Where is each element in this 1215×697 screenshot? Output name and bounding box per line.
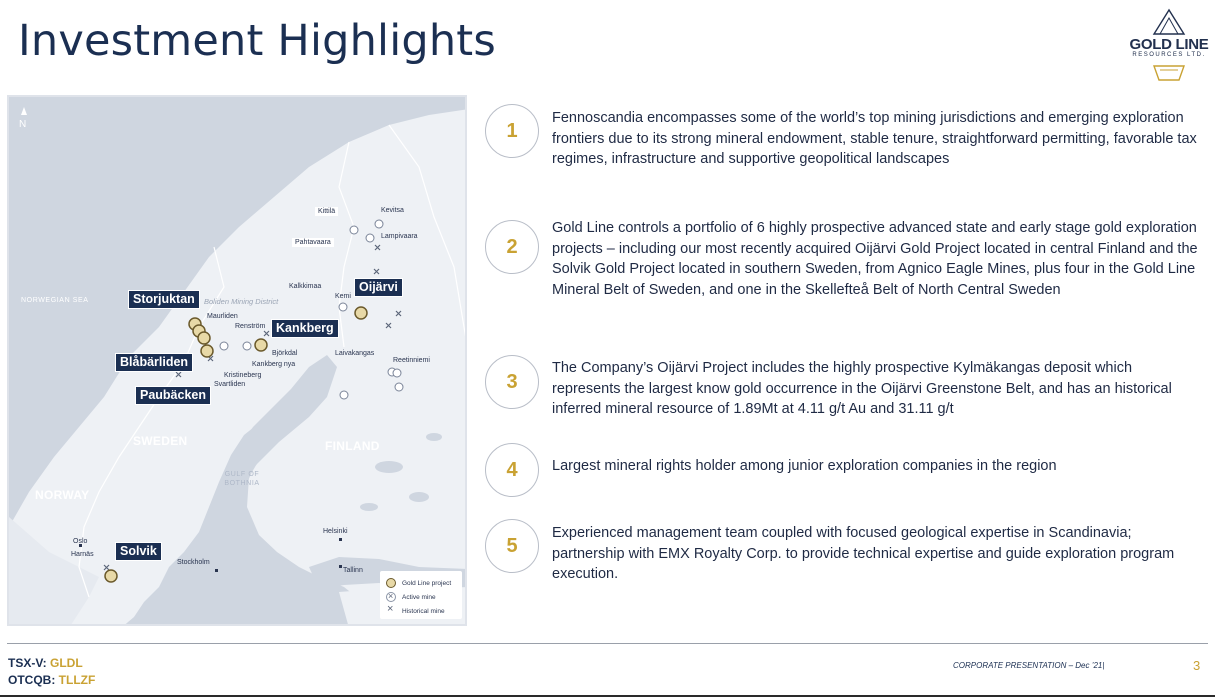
- legend-historical-mine: [386, 605, 445, 617]
- label-kankberg-nya: Kankberg nya: [252, 361, 296, 368]
- label-kittila: Kittilä: [315, 207, 338, 216]
- label-norwegian-sea: NORWEGIAN SEA: [21, 297, 89, 304]
- ticker-tsxv-value: GLDL: [50, 656, 83, 670]
- gold-line-logo: [1124, 8, 1214, 86]
- label-boliden-district: Boliden Mining District: [204, 297, 279, 306]
- label-kalkkimaa: Kalkkimaa: [289, 283, 322, 290]
- highlight-number-badge: 4: [485, 443, 539, 497]
- ticker-otcqb-value: TLLZF: [58, 673, 96, 687]
- historical-mine-icon: [386, 606, 396, 616]
- label-stockholm: Stockholm: [177, 559, 210, 566]
- label-harnas: Harnäs: [71, 551, 94, 558]
- label-bjorkdal: Björkdal: [272, 350, 298, 357]
- highlight-number-badge: 3: [485, 355, 539, 409]
- highlight-number-badge: 5: [485, 519, 539, 573]
- highlight-text: Experienced management team coupled with focused geological expertise in Scandinavia; partnership with EMX Royalty Corp. to provide technical expertise and guide exploration program execution.: [552, 525, 1175, 583]
- project-label-solvik: Solvik: [115, 542, 162, 561]
- ticker-otcqb-label: OTCQB:: [8, 673, 56, 687]
- label-maurliden: Maurliden: [207, 313, 238, 320]
- ticker-otcqb: [8, 673, 95, 687]
- label-lampivaara: Lampivaara: [381, 233, 418, 240]
- label-kemi: Kemi: [335, 293, 351, 300]
- legend-gold-line-project: [386, 577, 451, 589]
- highlight-number-badge: 2: [485, 220, 539, 274]
- label-reetinniemi: Reetinniemi: [393, 357, 430, 364]
- gold-project-icon: [386, 578, 396, 588]
- project-label-kankberg: Kankberg: [271, 319, 339, 338]
- label-svartliden: Svartliden: [214, 381, 246, 388]
- highlight-number-badge: 1: [485, 104, 539, 158]
- project-label-storjuktan: Storjuktan: [128, 290, 200, 309]
- footer-divider: [7, 643, 1208, 644]
- highlight-text: Fennoscandia encompasses some of the world’s top mining jurisdictions and emerging exploration frontiers due to its strong mineral endowment, stable tenure, straightforward permitting, favorable tax regimes, infrastructure and supportive geopolitical landscapes: [552, 110, 1197, 168]
- map-north-label: N: [19, 119, 27, 130]
- label-finland: FINLAND: [325, 439, 380, 453]
- label-oslo: Oslo: [73, 538, 88, 545]
- page-title: Investment Highlights: [18, 16, 496, 66]
- label-laivakangas: Laivakangas: [335, 350, 375, 357]
- highlight-text: The Company’s Oijärvi Project includes the highly prospective Kylmäkangas deposit which represents the largest know gold occurrence in the Oijärvi Greenstone Belt, and has an historical inferred mineral resource of 1.89Mt at 4.11 g/t Au and 31.11 g/t: [552, 360, 1172, 418]
- ticker-tsxv: [8, 656, 83, 670]
- label-renstrom: Renström: [235, 323, 266, 330]
- label-pahtavaara: Pahtavaara: [292, 238, 334, 247]
- legend-gold-label: Gold Line project: [402, 579, 452, 587]
- highlight-text: Largest mineral rights holder among junior exploration companies in the region: [552, 458, 1057, 474]
- project-map: [7, 95, 467, 626]
- ticker-tsxv-label: TSX-V:: [8, 656, 47, 670]
- logo-subtitle: RESOURCES LTD.: [1132, 52, 1206, 58]
- project-label-paubacken: Paubäcken: [135, 386, 211, 405]
- corporate-presentation-label: CORPORATE PRESENTATION – Dec ’21|: [953, 661, 1105, 670]
- label-sweden: SWEDEN: [133, 434, 188, 448]
- label-kristineberg: Kristineberg: [224, 372, 262, 379]
- legend-active-mine: [386, 591, 436, 603]
- page-number: 3: [1193, 658, 1201, 673]
- label-norway: NORWAY: [35, 488, 90, 502]
- legend-historical-label: Historical mine: [402, 607, 445, 615]
- highlight-text: Gold Line controls a portfolio of 6 highly prospective advanced state and early stage gold exploration projects – including our most recently acquired Oijärvi Gold Project located in central Finland and the Solvik Gold Project located in southern Sweden, from Agnico Eagle Mines, plus four in the Gold Line Mineral Belt of Sweden, and one in the Skellefteå Belt of North Central Sweden: [552, 220, 1198, 299]
- map-legend: [380, 571, 462, 619]
- project-label-oijarvi: Oijärvi: [354, 278, 403, 297]
- active-mine-icon: [386, 592, 396, 602]
- logo-name: GOLD LINE: [1129, 36, 1209, 53]
- label-gulf-of-bothnia: GULF OF BOTHNIA: [224, 471, 260, 487]
- label-tallinn: Tallinn: [343, 567, 363, 574]
- project-label-blabarliden: Blåbärliden: [115, 353, 193, 372]
- label-kevitsa: Kevitsa: [381, 207, 404, 214]
- legend-active-label: Active mine: [402, 593, 436, 601]
- label-helsinki: Helsinki: [323, 528, 348, 535]
